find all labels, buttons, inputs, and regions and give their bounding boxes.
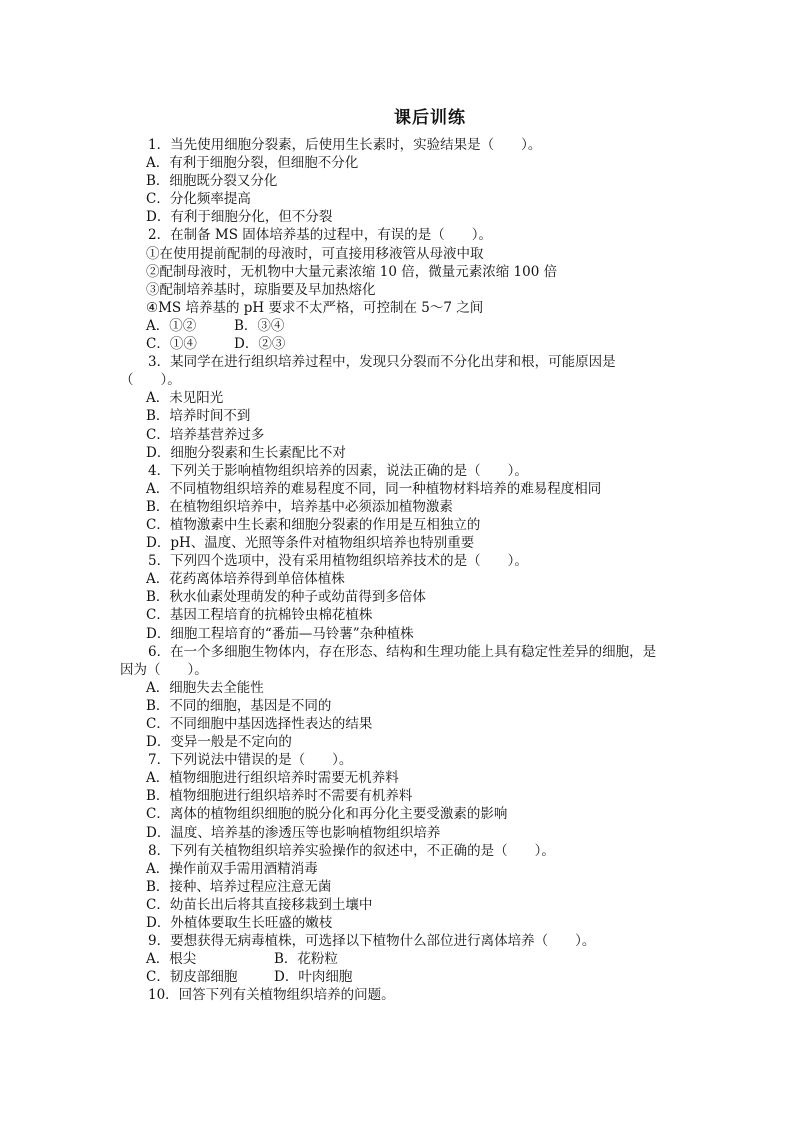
question-2: 2．在制备 MS 固体培养基的过程中，有误的是（ ）。 — [148, 227, 492, 244]
question-5: 5．下列四个选项中，没有采用植物组织培养技术的是（ ）。 — [148, 553, 528, 570]
option-5a: A．花药离体培养得到单倍体植株 — [146, 571, 345, 588]
question-6-continued: 因为（ ）。 — [120, 661, 208, 678]
option-8c: C．幼苗长出后将其直接移栽到土壤中 — [146, 896, 373, 913]
options-2-row1 — [120, 317, 680, 335]
question-10: 10．回答下列有关植物组织培养的问题。 — [148, 987, 395, 1004]
option-5c: C．基因工程培育的抗棉铃虫棉花植株 — [146, 607, 373, 624]
option-3c: C．培养基营养过多 — [146, 426, 265, 443]
options-9-row1 — [120, 950, 680, 968]
statement-2-3: ③配制培养基时，琼脂要及早加热熔化 — [146, 281, 376, 298]
question-9: 9．要想获得无病毒植株，可选择以下植物什么部位进行离体培养（ ）。 — [148, 933, 596, 950]
option-4b: B．在植物组织培养中，培养基中必须添加植物激素 — [146, 498, 453, 515]
statement-2-1: ①在使用提前配制的母液时，可直接用移液管从母液中取 — [146, 245, 484, 262]
option-4a: A．不同植物组织培养的难易程度不同，同一种植物材料培养的难易程度相同 — [146, 480, 602, 497]
page-title: 课后训练 — [394, 108, 466, 128]
option-2d: D．②③ — [234, 336, 286, 353]
option-6d: D．变异一般是不定向的 — [146, 734, 292, 751]
option-3b: B．培养时间不到 — [146, 408, 251, 425]
option-9c: C．韧皮部细胞 — [146, 969, 238, 986]
option-1d: D．有利于细胞分化，但不分裂 — [146, 209, 333, 226]
option-7a: A．植物细胞进行组织培养时需要无机养料 — [146, 770, 399, 787]
option-3d: D．细胞分裂素和生长素配比不对 — [146, 444, 346, 461]
option-4c: C．植物激素中生长素和细胞分裂素的作用是互相独立的 — [146, 516, 481, 533]
option-5b: B．秋水仙素处理萌发的种子或幼苗得到多倍体 — [146, 589, 426, 606]
option-2a: A．①② — [146, 317, 197, 334]
option-8a: A．操作前双手需用酒精消毒 — [146, 860, 318, 877]
statement-2-4: ④MS 培养基的 pH 要求不太严格，可控制在 5～7 之间 — [146, 299, 484, 316]
options-9-row2 — [120, 968, 680, 986]
question-3: 3．某同学在进行组织培养过程中，发现只分裂而不分化出芽和根，可能原因是 — [148, 354, 616, 371]
question-7: 7．下列说法中错误的是（ ）。 — [148, 752, 353, 769]
options-2-row2 — [120, 335, 680, 353]
option-1a: A．有利于细胞分裂，但细胞不分化 — [146, 155, 359, 172]
option-4d: D．pH、温度、光照等条件对植物组织培养也特别重要 — [146, 535, 475, 552]
option-8d: D．外植体要取生长旺盛的嫩枝 — [146, 915, 333, 932]
question-1: 1．当先使用细胞分裂素，后使用生长素时，实验结果是（ ）。 — [148, 137, 542, 153]
option-6b: B．不同的细胞，基因是不同的 — [146, 697, 332, 714]
statement-2-2: ②配制母液时，无机物中大量元素浓缩 10 倍，微量元素浓缩 100 倍 — [146, 263, 558, 280]
question-8: 8．下列有关植物组织培养实验操作的叙述中，不正确的是（ ）。 — [148, 842, 555, 859]
option-7d: D．温度、培养基的渗透压等也影响植物组织培养 — [146, 824, 441, 841]
question-list — [120, 136, 680, 1005]
option-3a: A．未见阳光 — [146, 390, 224, 407]
option-6a: A．细胞失去全能性 — [146, 679, 264, 696]
option-9b: B．花粉粒 — [274, 951, 338, 968]
option-7b: B．植物细胞进行组织培养时不需要有机养料 — [146, 788, 413, 805]
question-4: 4．下列关于影响植物组织培养的因素，说法正确的是（ ）。 — [148, 462, 528, 479]
option-1c: C．分化频率提高 — [146, 191, 251, 208]
option-1b: B．细胞既分裂又分化 — [146, 173, 278, 190]
option-6c: C．不同细胞中基因选择性表达的结果 — [146, 716, 373, 732]
option-2b: B．③④ — [234, 317, 285, 334]
option-7c: C．离体的植物组织细胞的脱分化和再分化主要受激素的影响 — [146, 806, 508, 823]
option-2c: C．①④ — [146, 336, 197, 353]
option-9d: D．叶肉细胞 — [274, 969, 353, 986]
option-5d: D．细胞工程培育的“番茄—马铃薯”杂种植株 — [146, 625, 414, 642]
question-6: 6．在一个多细胞生物体内，存在形态、结构和生理功能上具有稳定性差异的细胞，是 — [148, 643, 657, 660]
question-3-continued: （ ）。 — [120, 372, 181, 389]
option-9a: A．根尖 — [146, 951, 197, 968]
option-8b: B．接种、培养过程应注意无菌 — [146, 878, 332, 895]
